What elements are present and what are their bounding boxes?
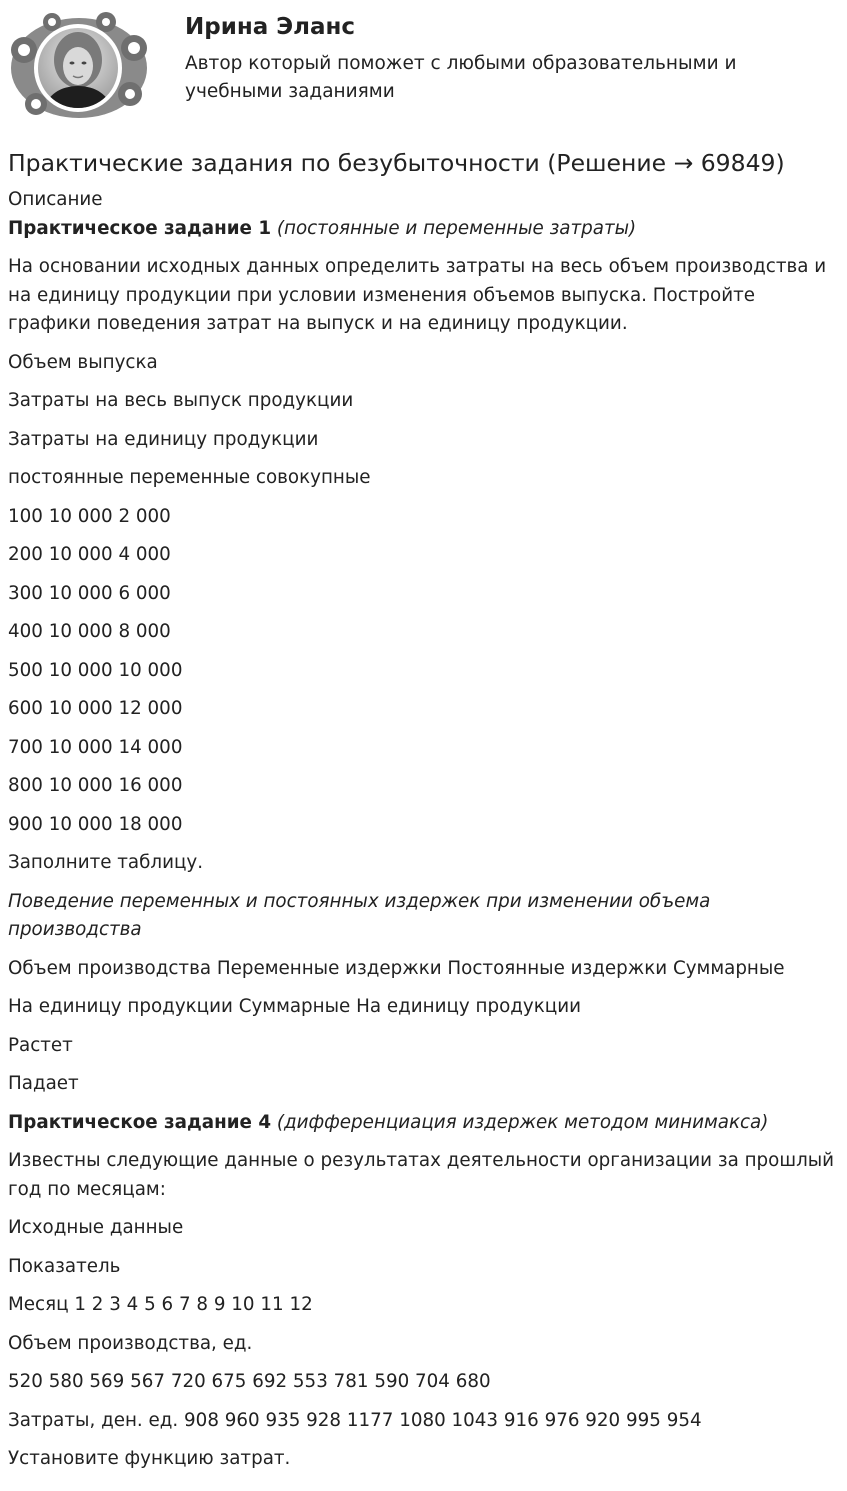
task4-text: Известны следующие данные о результатах деятельности организации за прошлый год по месяцам: [8,1150,835,1200]
task1-subtitle: (постоянные и переменные затраты) [276,217,637,239]
table-row: 800 10 000 16 000 [8,775,183,796]
table-row: 300 10 000 6 000 [8,582,171,604]
months-line: Месяц 1 2 3 4 5 6 7 8 9 10 11 12 [8,1294,313,1315]
behavior-header-1: Объем производства Переменные издержки Постоянные издержки Суммарные [8,957,785,979]
falls-label: Падает [8,1073,79,1094]
table-row: 200 10 000 4 000 [8,544,171,565]
table-row: 900 10 000 18 000 [8,813,183,835]
source-data-label: Исходные данные [8,1217,184,1238]
author-name[interactable]: Ирина Эланс [185,14,356,40]
author-block [0,0,847,132]
task1-text: На основании исходных данных определить затраты на весь объем производства и на единицу продукции при условии изменения объемов выпуска. Постройте графики поведения затрат на выпуск и на единицу продукции. [8,256,827,334]
table-row: 600 10 000 12 000 [8,698,183,719]
fill-table-instruction: Заполните таблицу. [8,852,204,873]
indicator-label: Показатель [8,1255,121,1277]
line-unit-costs: Затраты на единицу продукции [8,428,319,450]
behavior-title-text: Поведение переменных и постоянных издержек при изменении объема производства [8,890,711,940]
conclusion: Установите функцию затрат. [8,1448,291,1469]
task1-label: Практическое задание 1 [8,217,272,239]
production-values: 520 580 569 567 720 675 692 553 781 590 704 680 [8,1371,491,1392]
table-row: 700 10 000 14 000 [8,736,183,758]
table-row: 400 10 000 8 000 [8,621,171,642]
page-title: Практические задания по безубыточности (Решение → 69849) [8,149,785,177]
costs-line: Затраты, ден. ед. 908 960 935 928 1177 1080 1043 916 976 920 995 954 [8,1409,702,1431]
line-cost-types: постоянные переменные совокупные [8,467,371,488]
task4-heading [8,1109,840,1138]
behavior-title [8,888,840,945]
author-avatar[interactable] [8,8,150,126]
line-volume: Объем выпуска [8,351,158,373]
task4-label: Практическое задание 4 [8,1111,272,1133]
table-row: 100 10 000 2 000 [8,505,171,527]
table-row: 500 10 000 10 000 [8,659,183,681]
description-label: Описание [8,189,103,210]
task4-subtitle: (дифференциация издержек методом минимакса) [276,1111,769,1133]
author-description: Автор который поможет с любыми образовательными и учебными заданиями [185,53,737,102]
task1-heading [8,215,840,244]
production-label: Объем производства, ед. [8,1332,253,1354]
behavior-header-2: На единицу продукции Суммарные На единицу продукции [8,996,581,1017]
line-total-costs: Затраты на весь выпуск продукции [8,390,354,411]
grows-label: Растет [8,1034,73,1056]
document-body [8,186,840,1474]
